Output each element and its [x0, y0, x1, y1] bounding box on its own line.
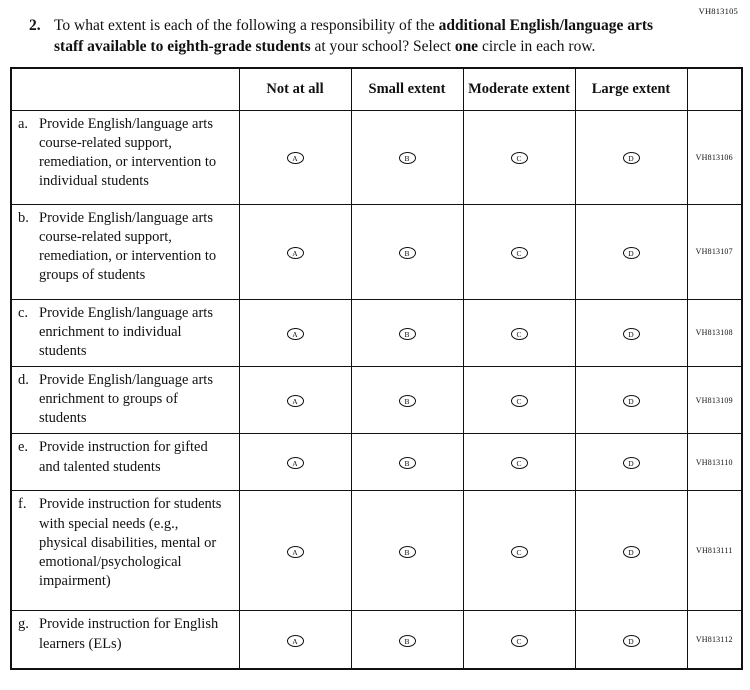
row-code: VH813112 — [687, 611, 742, 669]
table-row — [11, 299, 742, 366]
answer-circle[interactable]: A — [287, 457, 304, 469]
table-row — [11, 611, 742, 669]
answer-circle[interactable]: A — [287, 152, 304, 164]
answer-cell — [351, 611, 463, 669]
table-row — [11, 434, 742, 491]
row-label-cell — [11, 204, 239, 299]
row-label-cell — [11, 367, 239, 434]
row-letter: f. — [18, 496, 27, 513]
table-row — [11, 491, 742, 611]
row-letter: a. — [18, 115, 29, 132]
row-label-cell — [11, 299, 239, 366]
question-segment: one — [454, 37, 479, 55]
answer-circle[interactable]: C — [511, 546, 528, 558]
answer-circle[interactable]: B — [399, 247, 416, 259]
answer-cell — [239, 434, 351, 491]
answer-circle[interactable]: D — [623, 546, 640, 558]
code-header-empty — [687, 68, 742, 110]
answer-cell — [463, 611, 575, 669]
answer-circle[interactable]: B — [399, 395, 416, 407]
row-letter: b. — [18, 209, 29, 226]
answer-circle[interactable]: D — [623, 247, 640, 259]
answer-cell — [575, 110, 687, 204]
answer-cell — [575, 491, 687, 611]
row-label-cell — [11, 434, 239, 491]
row-label: Provide English/language arts enrichment to individual students — [39, 304, 213, 359]
answer-cell — [239, 367, 351, 434]
answer-circle[interactable]: A — [287, 395, 304, 407]
column-header: Large extent — [575, 68, 687, 110]
question-block — [29, 16, 684, 57]
response-grid — [10, 67, 743, 670]
answer-circle[interactable]: B — [399, 635, 416, 647]
question-number: 2. — [29, 17, 41, 34]
answer-circle[interactable]: B — [399, 328, 416, 340]
column-header: Moderate extent — [463, 68, 575, 110]
answer-cell — [239, 204, 351, 299]
answer-cell — [463, 434, 575, 491]
answer-cell — [239, 299, 351, 366]
answer-circle[interactable]: A — [287, 546, 304, 558]
answer-cell — [575, 367, 687, 434]
table-row — [11, 110, 742, 204]
row-label: Provide instruction for English learners (ELs) — [39, 616, 219, 652]
row-letter: c. — [18, 304, 29, 321]
answer-circle[interactable]: D — [623, 635, 640, 647]
row-code: VH813107 — [687, 204, 742, 299]
answer-cell — [575, 299, 687, 366]
table-row — [11, 204, 742, 299]
answer-circle[interactable]: A — [287, 247, 304, 259]
answer-cell — [575, 611, 687, 669]
answer-circle[interactable]: C — [511, 152, 528, 164]
row-letter: g. — [18, 616, 29, 633]
answer-cell — [239, 491, 351, 611]
answer-cell — [575, 434, 687, 491]
row-code: VH813109 — [687, 367, 742, 434]
page-code: VH813105 — [698, 6, 738, 16]
question-segment: additional English/language arts staff available to eighth-grade students — [54, 17, 654, 55]
column-header: Small extent — [351, 68, 463, 110]
row-label-header-empty — [11, 68, 239, 110]
row-code: VH813108 — [687, 299, 742, 366]
answer-cell — [351, 299, 463, 366]
question-segment: at your school? Select — [310, 37, 455, 55]
answer-circle[interactable]: D — [623, 328, 640, 340]
answer-circle[interactable]: A — [287, 328, 304, 340]
row-label: Provide English/language arts course-related support, remediation, or intervention to groups of students — [39, 209, 217, 284]
answer-cell — [463, 299, 575, 366]
header-row — [11, 68, 742, 110]
row-code: VH813106 — [687, 110, 742, 204]
answer-cell — [351, 110, 463, 204]
answer-cell — [351, 491, 463, 611]
answer-cell — [239, 110, 351, 204]
answer-cell — [575, 204, 687, 299]
table-row — [11, 367, 742, 434]
row-label-cell — [11, 110, 239, 204]
answer-circle[interactable]: B — [399, 152, 416, 164]
row-label: Provide instruction for students with special needs (e.g., physical disabilities, mental or emotional/psychological impairment) — [39, 496, 222, 589]
answer-cell — [351, 434, 463, 491]
answer-cell — [351, 367, 463, 434]
answer-circle[interactable]: B — [399, 457, 416, 469]
answer-cell — [463, 491, 575, 611]
answer-circle[interactable]: A — [287, 635, 304, 647]
question-segment: circle in each row. — [478, 37, 596, 55]
answer-circle[interactable]: D — [623, 152, 640, 164]
answer-circle[interactable]: D — [623, 457, 640, 469]
row-letter: d. — [18, 372, 29, 389]
answer-cell — [463, 204, 575, 299]
row-label: Provide instruction for gifted and talented students — [39, 439, 208, 475]
row-label: Provide English/language arts course-related support, remediation, or intervention to individual students — [39, 115, 217, 190]
answer-circle[interactable]: C — [511, 635, 528, 647]
answer-cell — [463, 110, 575, 204]
row-label: Provide English/language arts enrichment to groups of students — [39, 372, 213, 427]
row-label-cell — [11, 611, 239, 669]
answer-cell — [351, 204, 463, 299]
question-segment: To what extent is each of the following a responsibility of the — [54, 17, 439, 34]
row-code: VH813110 — [687, 434, 742, 491]
row-letter: e. — [18, 439, 29, 456]
answer-circle[interactable]: D — [623, 395, 640, 407]
answer-cell — [463, 367, 575, 434]
answer-circle[interactable]: B — [399, 546, 416, 558]
answer-circle[interactable]: C — [511, 247, 528, 259]
answer-circle[interactable]: C — [511, 395, 528, 407]
answer-circle[interactable]: C — [511, 457, 528, 469]
answer-circle[interactable]: C — [511, 328, 528, 340]
question-text — [54, 16, 684, 57]
row-code: VH813111 — [687, 491, 742, 611]
row-label-cell — [11, 491, 239, 611]
column-header: Not at all — [239, 68, 351, 110]
answer-cell — [239, 611, 351, 669]
